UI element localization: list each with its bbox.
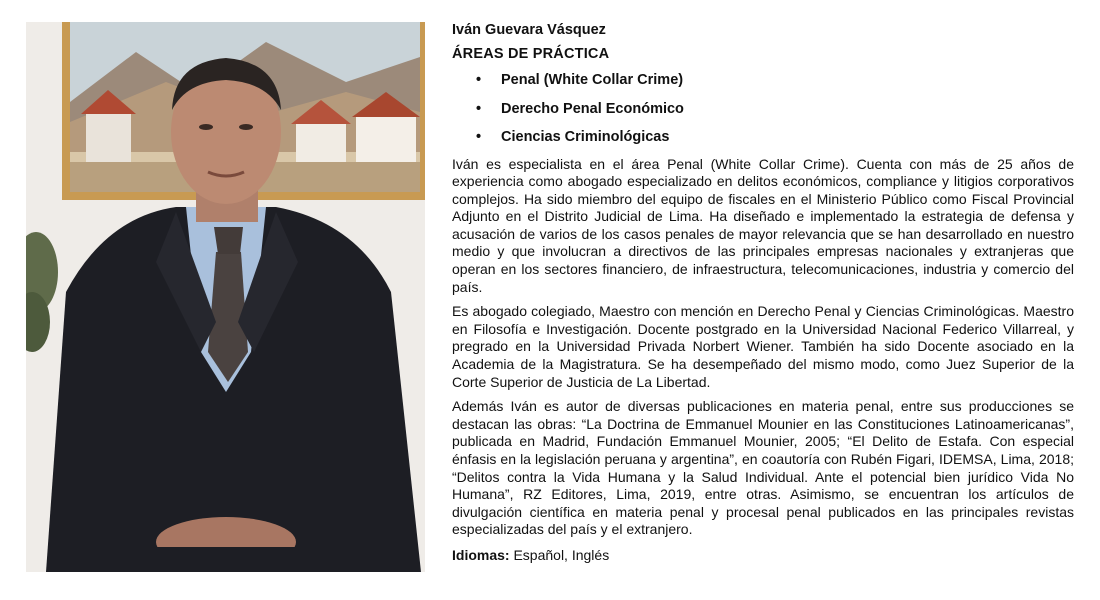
practice-area-item [452,127,1074,147]
practice-area-label: Ciencias Criminológicas [501,129,670,145]
practice-area-item [452,99,1074,119]
profile-name: Iván Guevara Vásquez [452,22,606,38]
practice-areas-heading: ÁREAS DE PRÁCTICA [452,46,610,62]
bullet-icon: • [476,100,482,117]
languages-value: Español, Inglés [509,546,610,563]
languages-line [452,546,1074,564]
bio-paragraph-experience: Iván es especialista en el área Penal (White Collar Crime). Cuenta con más de 25 años de experiencia como abogado especializado en delitos económicos, compliance y litigios corporativos complejos. Ha sido miembro del equipo de fiscales en el Ministerio Público como Fiscal Provincial Adjunto en el Distrito Judicial de Lima. Ha diseñado e implementado la estrategia de defensa y acusación de varios de los casos penales de mayor relevancia que se han desarrollado en nuestro medio y que involucran a directivos de las principales empresas nacionales y extranjeras que operan en los sectores financiero, de infraestructura, telecomunicaciones, industria y comercio del país. [452,155,1074,295]
profile-content [452,20,1074,564]
practice-area-label: Derecho Penal Económico [501,100,684,117]
bio-paragraph-publications: Además Iván es autor de diversas publicaciones en materia penal, entre sus producciones se destacan las obras: “La Doctrina de Emmanuel Mounier en las Constituciones Latinoamericanas”, publicada en Madrid, Fundación Emmanuel Mounier, 2005; “El Delito de Estafa. Con especial énfasis en la legislación peruana y argentina”, en coautoría con Rubén Figari, IDEMSA, Lima, 2018; “Delitos contra la Vida Humana y la Salud Individual. Ante el potencial bien jurídico Vida No Humana”, RZ Editores, Lima, 2019, entre otras. Asimismo, se encuentran los artículos de divulgación científica en materia penal y procesal penal publicados en las principales revistas especializadas del país y el extranjero. [452,398,1074,538]
bio-paragraph-education: Es abogado colegiado, Maestro con mención en Derecho Penal y Ciencias Criminológicas. Maestro en Filosofía e Investigación. Docente postgrado en la Universidad Nacional Federico Villarreal, y pregrado en la Universidad Privada Norbert Wiener. También ha sido Docente asociado en la Academia de la Magistratura. Se ha desempeñado del mismo modo, como Juez Superior de la Corte Superior de Justicia de La Libertad. [452,303,1074,390]
practice-area-label: Penal (White Collar Crime) [501,72,684,88]
practice-area-item [452,70,1074,90]
profile-photo [26,22,425,572]
languages-label: Idiomas: [452,546,510,563]
bullet-icon: • [476,72,482,88]
bullet-icon: • [476,129,482,145]
practice-areas-list [452,70,1074,147]
